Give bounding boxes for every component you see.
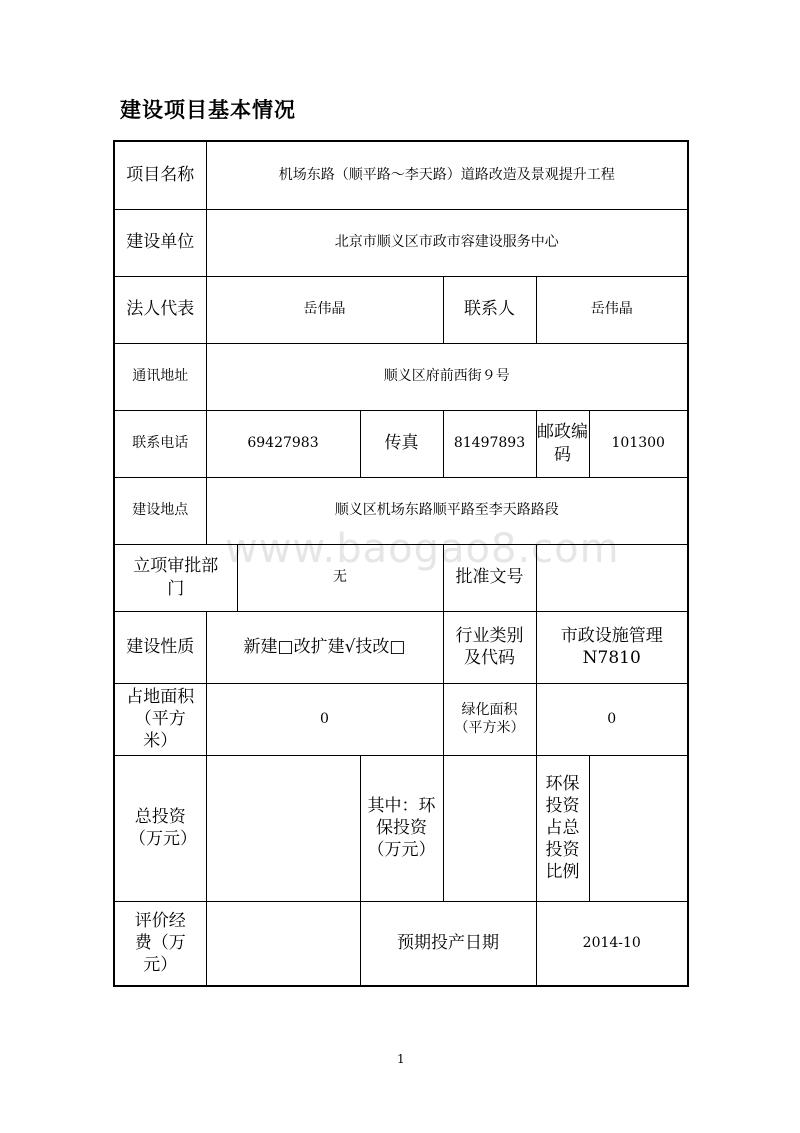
- start-date-label: 预期投产日期: [360, 901, 536, 986]
- contact-value: 岳伟晶: [536, 276, 688, 343]
- site-value: 顺义区机场东路顺平路至李天路路段: [206, 477, 688, 544]
- project-name-value: 机场东路（顺平路～李天路）道路改造及景观提升工程: [206, 141, 688, 209]
- legal-rep-label: 法人代表: [114, 276, 206, 343]
- row-investment: [114, 755, 688, 901]
- contact-label: 联系人: [443, 276, 536, 343]
- row-approval: [114, 544, 688, 611]
- address-value: 顺义区府前西街９号: [206, 343, 688, 410]
- start-date-value: 2014-10: [536, 901, 688, 986]
- approval-doc-value: [536, 544, 688, 611]
- industry-label: 行业类别及代码: [443, 611, 536, 683]
- area-value: 0: [206, 683, 443, 755]
- row-address: [114, 343, 688, 410]
- approval-label: 立项审批部门: [114, 544, 237, 611]
- env-investment-value: [443, 755, 536, 901]
- row-fee: [114, 901, 688, 986]
- row-project-name: [114, 141, 688, 209]
- approval-value: 无: [237, 544, 443, 611]
- fee-value: [206, 901, 360, 986]
- row-legal-rep: [114, 276, 688, 343]
- fax-label: 传真: [360, 410, 443, 477]
- env-ratio-label: 环保投资占总投资比例: [536, 755, 589, 901]
- investment-value: [206, 755, 360, 901]
- industry-code: N7810: [582, 648, 641, 668]
- approval-doc-label: 批准文号: [443, 544, 536, 611]
- industry-value: 市政设施管理: [560, 625, 663, 646]
- row-area: [114, 683, 688, 755]
- fax-value: 81497893: [443, 410, 536, 477]
- investment-label: 总投资（万元）: [114, 755, 206, 901]
- env-ratio-value: [589, 755, 688, 901]
- fee-label: 评价经费（万元）: [114, 901, 206, 986]
- green-area-label: 绿化面积（平方米）: [443, 683, 536, 755]
- postcode-value: 101300: [589, 410, 688, 477]
- page-title: 建设项目基本情况: [120, 98, 296, 122]
- construction-unit-label: 建设单位: [114, 209, 206, 276]
- construction-unit-value: 北京市顺义区市政市容建设服务中心: [206, 209, 688, 276]
- site-label: 建设地点: [114, 477, 206, 544]
- project-name-label: 项目名称: [114, 141, 206, 209]
- nature-value: 新建□改扩建√技改□: [206, 611, 443, 683]
- legal-rep-value: 岳伟晶: [206, 276, 443, 343]
- address-label: 通讯地址: [114, 343, 206, 410]
- row-nature: [114, 611, 688, 683]
- env-investment-label: 其中：环保投资（万元）: [360, 755, 443, 901]
- nature-label: 建设性质: [114, 611, 206, 683]
- industry-cell: [536, 611, 688, 683]
- phone-label: 联系电话: [114, 410, 206, 477]
- page-number: 1: [397, 1052, 405, 1066]
- watermark: www.baogao8.com: [225, 526, 620, 572]
- row-site: [114, 477, 688, 544]
- row-construction-unit: [114, 209, 688, 276]
- project-info-table: [113, 140, 689, 987]
- area-label: 占地面积（平方米）: [114, 683, 206, 755]
- row-phone: [114, 410, 688, 477]
- green-area-value: 0: [536, 683, 688, 755]
- phone-value: 69427983: [206, 410, 360, 477]
- postcode-label: 邮政编码: [536, 410, 589, 477]
